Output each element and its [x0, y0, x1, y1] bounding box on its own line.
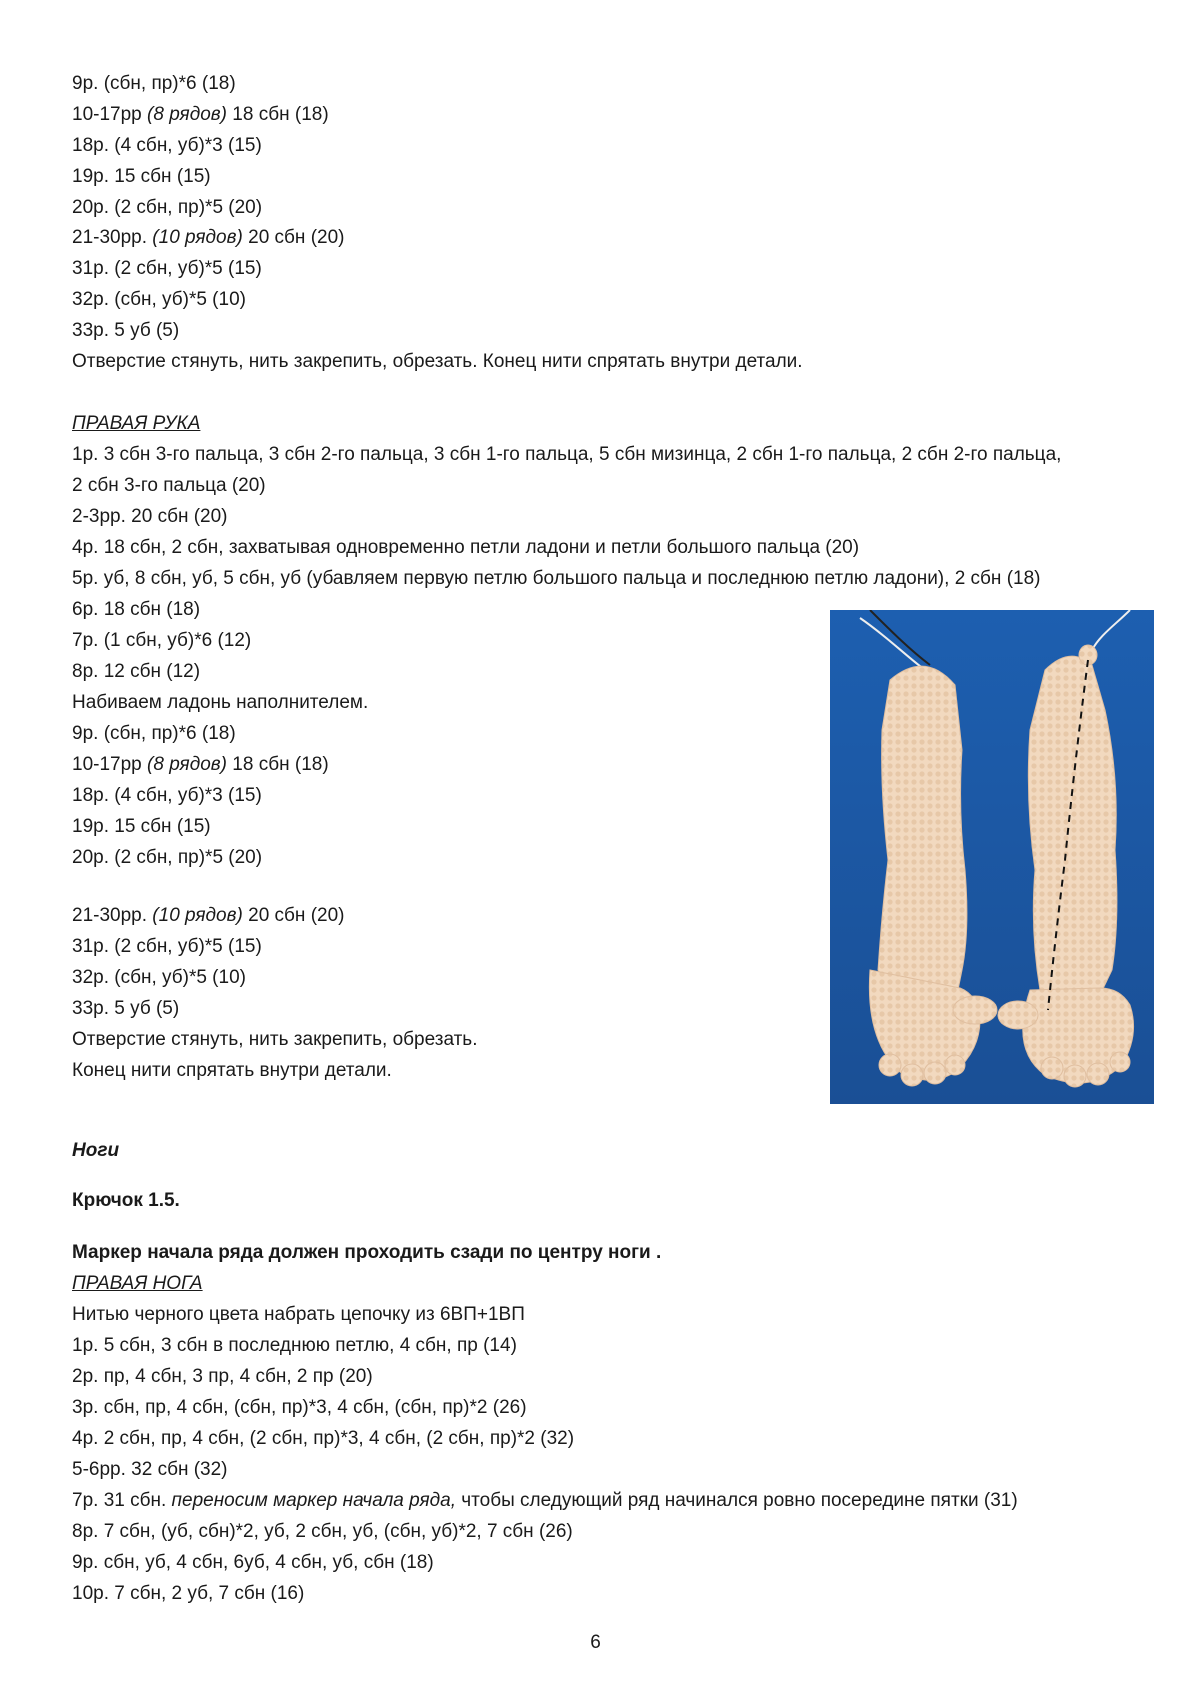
row-line: 5р. уб, 8 сбн, уб, 5 сбн, уб (убавляем первую петлю большого пальца и последнюю петлю ладони), 2 сбн (18) — [72, 568, 1041, 589]
marker-note: Маркер начала ряда должен проходить сзади по центру ноги . — [72, 1242, 662, 1263]
row-line: 21-30рр. (10 рядов) 20 сбн (20) — [72, 227, 345, 248]
row-line: 20р. (2 сбн, пр)*5 (20) — [72, 847, 263, 868]
row-line: 4р. 2 сбн, пр, 4 сбн, (2 сбн, пр)*3, 4 сбн, (2 сбн, пр)*2 (32) — [72, 1428, 575, 1449]
crocheted-arms-photo — [830, 610, 1154, 1104]
row-line: 1р. 3 сбн 3-го пальца, 3 сбн 2-го пальца, 3 сбн 1-го пальца, 5 сбн мизинца, 2 сбн 1-го пальца, 2 сбн 2-го пальца, — [72, 444, 1062, 465]
section-title-legs: Ноги — [72, 1140, 120, 1161]
row-line: 10-17рр (8 рядов) 18 сбн (18) — [72, 754, 329, 775]
row-line: 18р. (4 сбн, уб)*3 (15) — [72, 785, 262, 806]
row-line: 19р. 15 сбн (15) — [72, 166, 211, 187]
row-line: 2р. пр, 4 сбн, 3 пр, 4 сбн, 2 пр (20) — [72, 1366, 373, 1387]
row-line: 7р. 31 сбн. переносим маркер начала ряда, чтобы следующий ряд начинался ровно посередине пятки (31) — [72, 1490, 1018, 1511]
row-line: 21-30рр. (10 рядов) 20 сбн (20) — [72, 905, 345, 926]
row-line: 2 сбн 3-го пальца (20) — [72, 475, 266, 496]
hook-size: Крючок 1.5. — [72, 1190, 180, 1211]
row-line: 31р. (2 сбн, уб)*5 (15) — [72, 258, 262, 279]
row-line: 8р. 12 сбн (12) — [72, 661, 201, 682]
row-line: 7р. (1 сбн, уб)*6 (12) — [72, 630, 252, 651]
row-line: Конец нити спрятать внутри детали. — [72, 1060, 392, 1081]
row-line: Отверстие стянуть, нить закрепить, обрезать. Конец нити спрятать внутри детали. — [72, 351, 803, 372]
row-line: 33р. 5 уб (5) — [72, 320, 180, 341]
row-line: 9р. сбн, уб, 4 сбн, 6уб, 4 сбн, уб, сбн (18) — [72, 1552, 434, 1573]
row-line: 33р. 5 уб (5) — [72, 998, 180, 1019]
row-line: 9р. (сбн, пр)*6 (18) — [72, 723, 236, 744]
row-line: Набиваем ладонь наполнителем. — [72, 692, 369, 713]
row-line: 31р. (2 сбн, уб)*5 (15) — [72, 936, 262, 957]
row-line: 8р. 7 сбн, (уб, сбн)*2, уб, 2 сбн, уб, (сбн, уб)*2, 7 сбн (26) — [72, 1521, 573, 1542]
row-line: 3р. сбн, пр, 4 сбн, (сбн, пр)*3, 4 сбн, (сбн, пр)*2 (26) — [72, 1397, 527, 1418]
row-line: 10-17рр (8 рядов) 18 сбн (18) — [72, 104, 329, 125]
section-heading-right-leg: ПРАВАЯ НОГА — [72, 1273, 203, 1294]
row-line: 9р. (сбн, пр)*6 (18) — [72, 73, 236, 94]
row-line: 32р. (сбн, уб)*5 (10) — [72, 289, 246, 310]
page-number: 6 — [590, 1632, 601, 1653]
row-line: 18р. (4 сбн, уб)*3 (15) — [72, 135, 262, 156]
section-heading-right-arm: ПРАВАЯ РУКА — [72, 413, 201, 434]
row-line: 32р. (сбн, уб)*5 (10) — [72, 967, 246, 988]
row-line: 19р. 15 сбн (15) — [72, 816, 211, 837]
row-line: 2-3рр. 20 сбн (20) — [72, 506, 228, 527]
row-line: 5-6рр. 32 сбн (32) — [72, 1459, 228, 1480]
row-line: 10р. 7 сбн, 2 уб, 7 сбн (16) — [72, 1583, 305, 1604]
row-line: 6р. 18 сбн (18) — [72, 599, 201, 620]
row-line: 4р. 18 сбн, 2 сбн, захватывая одновременно петли ладони и петли большого пальца (20) — [72, 537, 860, 558]
row-line: Нитью черного цвета набрать цепочку из 6ВП+1ВП — [72, 1304, 525, 1325]
row-line: 20р. (2 сбн, пр)*5 (20) — [72, 197, 263, 218]
row-line: 1р. 5 сбн, 3 сбн в последнюю петлю, 4 сбн, пр (14) — [72, 1335, 517, 1356]
arms-illustration — [830, 610, 1154, 1104]
row-line: Отверстие стянуть, нить закрепить, обрезать. — [72, 1029, 478, 1050]
